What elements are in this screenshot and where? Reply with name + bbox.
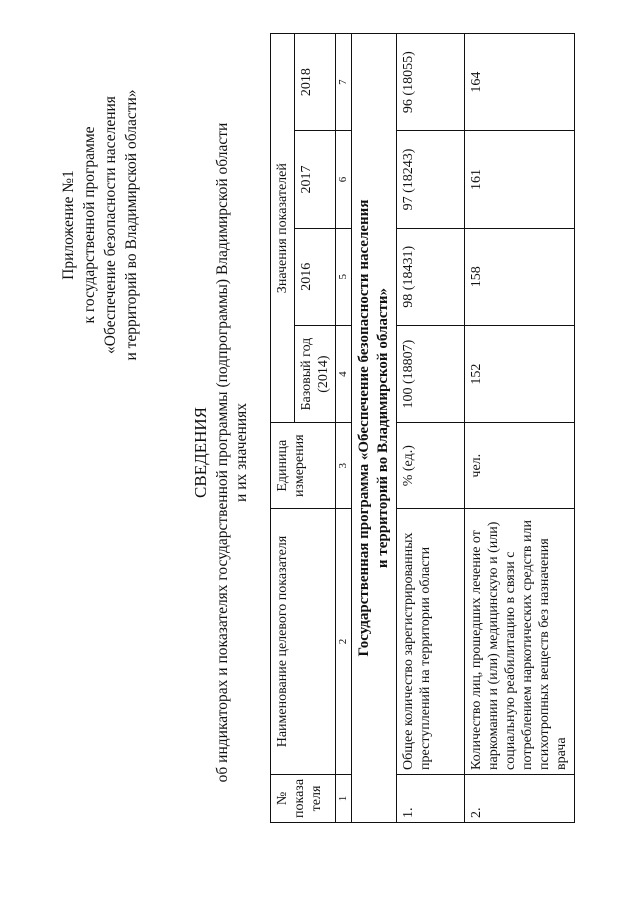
appendix-line: и территорий во Владимирской области» [123,89,140,361]
column-number: 1 [336,774,352,822]
indicator-name: Количество лиц, прошедших лечение от наркомании и (или) медицинскую и (или) социальную реабилитацию в связи с потреблением наркотических средств или психотропных веществ без назначения врача [465,509,575,775]
column-number: 4 [336,325,352,422]
section-title-line-2: и территорий во Владимирской области» [375,287,391,569]
value-base: 100 (18807) [397,325,465,422]
column-number: 3 [336,423,352,509]
document-subtitle [213,0,251,905]
value-2016: 98 (18431) [397,228,465,325]
value-2018: 164 [465,34,575,131]
row-number: 1. [397,774,465,822]
appendix-line: к государственной программе [81,126,98,324]
subtitle-line-2: и их значениях [233,403,250,502]
section-row [352,34,397,823]
appendix-title: Приложение №1 [60,170,77,280]
value-2017: 161 [465,131,575,228]
column-number: 2 [336,509,352,775]
value-2016: 158 [465,228,575,325]
indicator-unit: чел. [465,423,575,509]
table-row [397,34,465,823]
header-base-year: Базовый год (2014) [295,325,336,422]
column-number: 6 [336,131,352,228]
value-2017: 97 (18243) [397,131,465,228]
header-row [271,34,295,823]
header-name: Наименование целевого показателя [271,509,336,775]
section-title-line-1: Государственная программа «Обеспечение безопасности населения [356,199,372,657]
header-number: № показа теля [271,774,336,822]
indicators-table [270,33,575,823]
header-values-group: Значения показателей [271,34,295,423]
header-unit: Единица измерения [271,423,336,509]
indicator-unit: % (ед.) [397,423,465,509]
section-title [352,34,397,823]
header-year-2016: 2016 [295,228,336,325]
subtitle-line-1: об индикаторах и показателях государственной программы (подпрограммы) Владимирской области [214,122,231,783]
document-title: СВЕДЕНИЯ [191,407,210,498]
column-number: 5 [336,228,352,325]
appendix-line: «Обеспечение безопасности населения [102,96,119,354]
column-number-row [336,34,352,823]
header-year-2017: 2017 [295,131,336,228]
row-number: 2. [465,774,575,822]
table-row [465,34,575,823]
header-year-2018: 2018 [295,34,336,131]
appendix-block [58,35,142,415]
indicator-name: Общее количество зарегистрированных преступлений на территории области [397,509,465,775]
column-number: 7 [336,34,352,131]
value-2018: 96 (18055) [397,34,465,131]
value-base: 152 [465,325,575,422]
